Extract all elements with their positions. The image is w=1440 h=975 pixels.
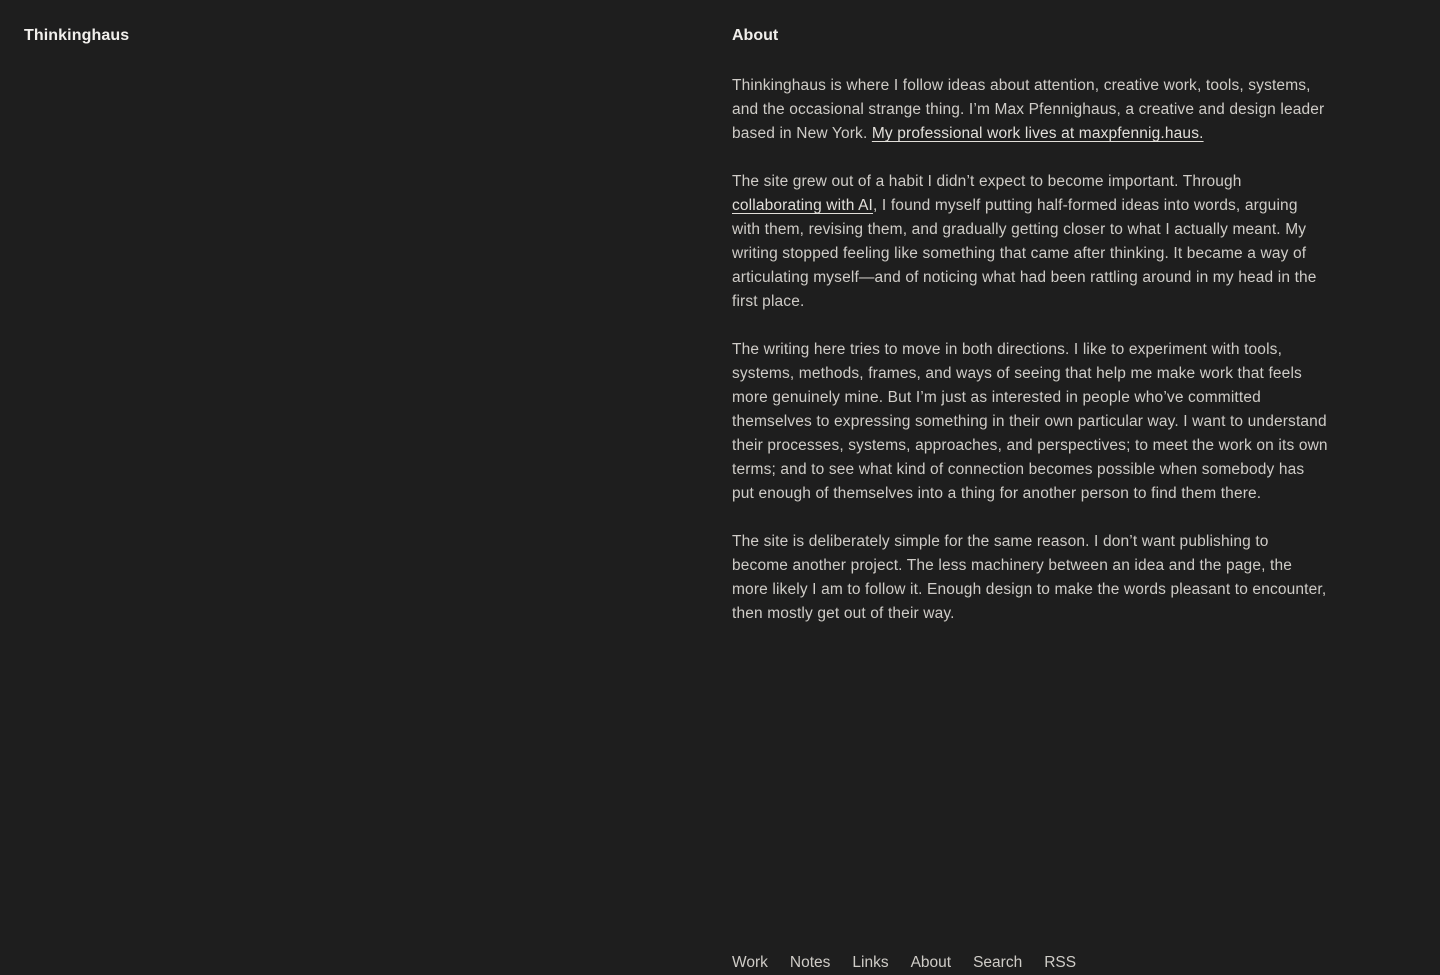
intro-text: Thinkinghaus is where I follow ideas about attention, creative work, tools, systems, and the occasional strange thing. I’m Max Pfennighaus, a creative and design leader based in New York. bbox=[732, 77, 1325, 142]
footer-link-links[interactable]: Links bbox=[852, 954, 889, 971]
page-title: About bbox=[732, 27, 779, 44]
footer-link-notes[interactable]: Notes bbox=[789, 954, 831, 971]
about-content bbox=[732, 25, 1328, 650]
origin-text-start: The site grew out of a habit I didn’t expect to become important. Through bbox=[732, 173, 1242, 190]
site-title-link[interactable]: Thinkinghaus bbox=[24, 27, 130, 44]
intro-paragraph bbox=[732, 74, 1328, 146]
directions-paragraph: The writing here tries to move in both directions. I like to experiment with tools, systems, methods, frames, and ways of seeing that help me make work that feels more genuinely mine. But I’m just as interested in people who’ve committed themselves to expressing something in their own particular way. I want to understand their processes, systems, approaches, and perspectives; to meet the work on its own terms; and to see what kind of connection becomes possible when somebody has put enough of themselves into a thing for another person to find them there. bbox=[732, 341, 1328, 502]
footer-link-rss[interactable]: RSS bbox=[1044, 954, 1077, 971]
footer-link-work[interactable]: Work bbox=[732, 954, 768, 971]
footer-link-about[interactable]: About bbox=[910, 954, 952, 971]
origin-text-end: , I found myself putting half-formed ideas into words, arguing with them, revising them, and gradually getting closer to what I actually meant. My writing stopped feeling like something that came after thinking. It became a way of articulating myself—and of noticing what had been rattling around in my head in the first place. bbox=[732, 197, 1317, 310]
collaborating-with-ai-link[interactable]: collaborating with AI bbox=[732, 197, 874, 214]
simplicity-paragraph: The site is deliberately simple for the same reason. I don’t want publishing to become another project. The less machinery between an idea and the page, the more likely I am to follow it. Enough design to make the words pleasant to encounter, then mostly get out of their way. bbox=[732, 533, 1327, 622]
professional-work-link[interactable]: My professional work lives at maxpfennig.haus. bbox=[871, 125, 1204, 142]
footer-link-search[interactable]: Search bbox=[973, 954, 1023, 971]
origin-paragraph bbox=[732, 170, 1328, 314]
footer-nav bbox=[732, 951, 1076, 975]
